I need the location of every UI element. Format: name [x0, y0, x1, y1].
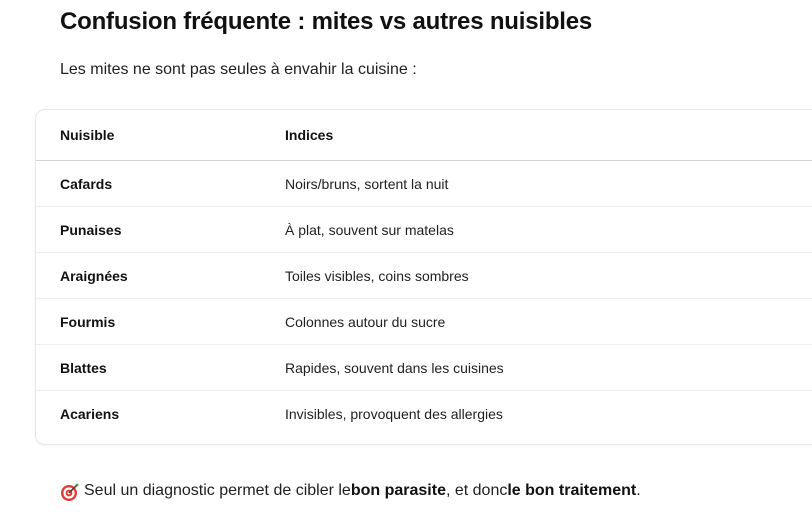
table-row [36, 161, 812, 207]
pest-name: Cafards [36, 161, 285, 207]
pest-clue: Noirs/bruns, sortent la nuit [285, 161, 812, 207]
pest-clue: Invisibles, provoquent des allergies [285, 405, 503, 422]
table-row [36, 253, 812, 299]
conclusion-text-2: , et donc [445, 482, 508, 499]
table-row [36, 345, 812, 391]
table-row [36, 299, 812, 345]
table-row [36, 391, 812, 437]
column-header-clues: Indices [285, 110, 812, 161]
pest-clue: Colonnes autour du sucre [285, 299, 812, 345]
pest-clue: Toiles visibles, coins sombres [285, 253, 812, 299]
column-header-pest: Nuisible [36, 110, 285, 161]
section-title: Confusion fréquente : mites vs autres nuisibles [60, 8, 593, 35]
pest-name: Acariens [60, 405, 120, 422]
pest-table-card [35, 109, 812, 445]
conclusion-bold-1: bon parasite [350, 482, 446, 499]
conclusion-text-3: . [636, 482, 641, 499]
intro-paragraph: Les mites ne sont pas seules à envahir la cuisine : [60, 61, 417, 78]
conclusion-text-1: Seul un diagnostic permet de cibler le [84, 482, 351, 499]
pest-name: Araignées [36, 253, 285, 299]
conclusion-bold-2: le bon traitement [507, 482, 637, 499]
table-header-row [36, 110, 812, 161]
conclusion-note [60, 481, 641, 501]
table-row [36, 207, 812, 253]
pest-name: Punaises [36, 207, 285, 253]
target-icon [60, 482, 80, 502]
pest-table [36, 110, 812, 436]
pest-clue: À plat, souvent sur matelas [285, 207, 812, 253]
pest-clue: Rapides, souvent dans les cuisines [285, 345, 812, 391]
pest-name: Fourmis [36, 299, 285, 345]
pest-name: Blattes [36, 345, 285, 391]
